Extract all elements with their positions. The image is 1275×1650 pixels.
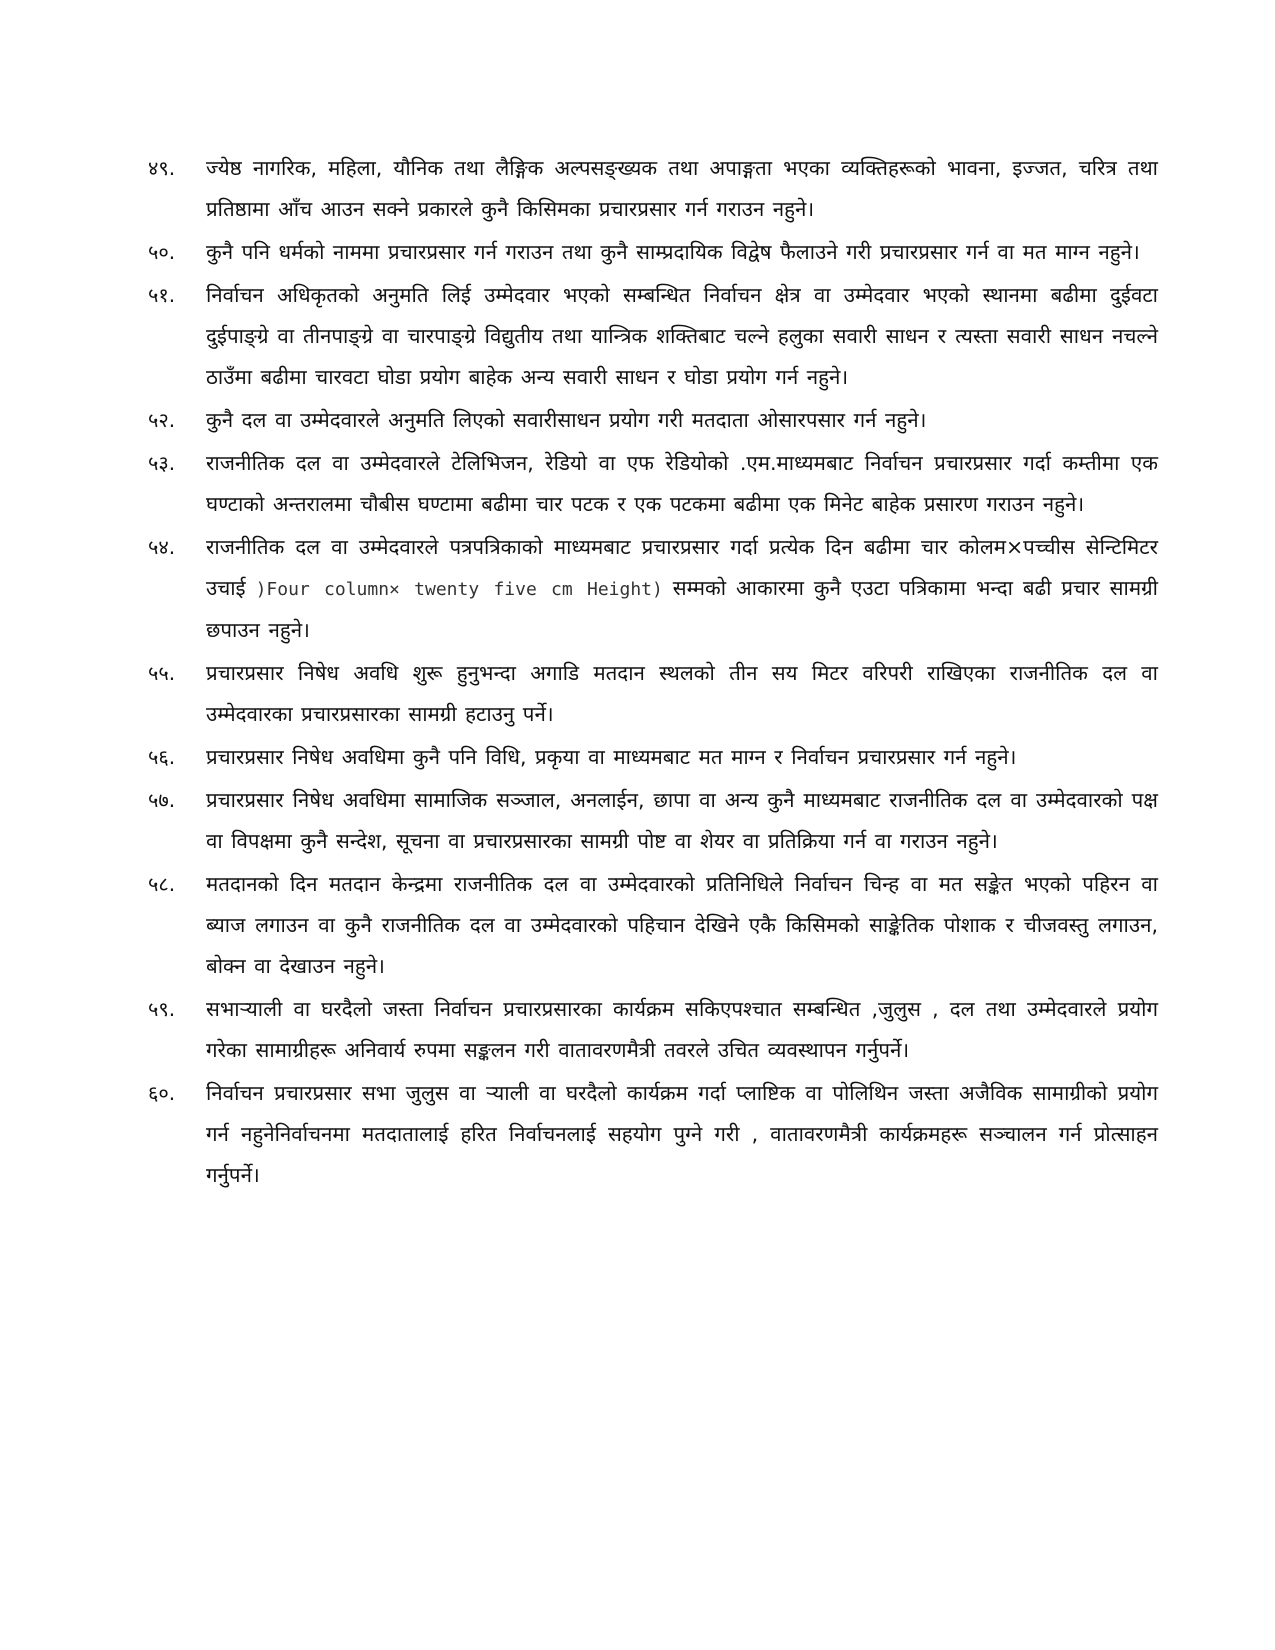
- item-number: ५५.: [148, 661, 176, 685]
- item-text: ज्येष्ठ नागरिक, महिला, यौनिक तथा लैङ्गिक अल्पसङ्ख्यक तथा अपाङ्गता भएका व्यक्तिहरूको भावना, इज्जत, चरित्र तथा प्रतिष्ठामा आँच आउन सक्ने प्रकारले कुनै किसिमका प्रचारप्रसार गर्न गराउन नहुने।: [206, 156, 1158, 221]
- item-text: निर्वाचन अधिकृतको अनुमति लिई उम्मेदवार भएको सम्बन्धित निर्वाचन क्षेत्र वा उम्मेदवार भएको स्थानमा बढीमा दुईवटा दुईपाङ्ग्रे वा तीनपाङ्ग्रे वा चारपाङ्ग्रे विद्युतीय तथा यान्त्रिक शक्तिबाट चल्ने हलुका सवारी साधन र त्यस्ता सवारी साधन नचल्ने ठाउँमा बढीमा चारवटा घोडा प्रयोग बाहेक अन्य सवारी साधन र घोडा प्रयोग गर्न नहुने।: [206, 283, 1158, 389]
- list-item: [148, 443, 1158, 525]
- list-item: [148, 400, 1158, 441]
- list-item: [148, 780, 1158, 862]
- list-item: [148, 232, 1158, 273]
- list-item: [148, 653, 1158, 735]
- item-number: ५९.: [148, 997, 176, 1021]
- item-text: राजनीतिक दल वा उम्मेदवारले टेलिभिजन, रेडियो वा एफ रेडियोको .एम.माध्यमबाट निर्वाचन प्रचारप्रसार गर्दा कम्तीमा एक घण्टाको अन्तरालमा चौबीस घण्टामा बढीमा चार पटक र एक पटकमा बढीमा एक मिनेट बाहेक प्रसारण गराउन नहुने।: [206, 451, 1158, 516]
- item-number: ५०.: [148, 240, 176, 264]
- item-text: कुनै दल वा उम्मेदवारले अनुमति लिएको सवारीसाधन प्रयोग गरी मतदाता ओसारपसार गर्न नहुने।: [206, 408, 927, 432]
- item-number: ५१.: [148, 283, 176, 307]
- item-text: निर्वाचन प्रचारप्रसार सभा जुलुस वा र्‍याली वा घरदैलो कार्यक्रम गर्दा प्लाष्टिक वा पोलिथिन जस्ता अजैविक सामाग्रीको प्रयोग गर्न नहुनेनिर्वाचनमा मतदातालाई हरित निर्वाचनलाई सहयोग पुग्ने गरी , वातावरणमैत्री कार्यक्रमहरू सञ्चालन गर्न प्रोत्साहन गर्नुपर्ने।: [206, 1081, 1158, 1187]
- item-number: ५२.: [148, 408, 176, 432]
- item-number: ५७.: [148, 788, 176, 812]
- item-number: ४९.: [148, 156, 176, 180]
- item-text: प्रचारप्रसार निषेध अवधि शुरू हुनुभन्दा अगाडि मतदान स्थलको तीन सय मिटर वरिपरी राखिएका राजनीतिक दल वा उम्मेदवारका प्रचारप्रसारका सामग्री हटाउनु पर्ने।: [206, 661, 1158, 726]
- item-text: सभार्‍याली वा घरदैलो जस्ता निर्वाचन प्रचारप्रसारका कार्यक्रम सकिएपश्चात सम्बन्धित ,जुलुस , दल तथा उम्मेदवारले प्रयोग गरेका सामाग्रीहरू अनिवार्य रुपमा सङ्कलन गरी वातावरणमैत्री तवरले उचित व्यवस्थापन गर्नुपर्ने।: [206, 997, 1158, 1062]
- list-item: [148, 148, 1158, 230]
- item-number: ६०.: [148, 1081, 176, 1105]
- item-number: ५३.: [148, 451, 176, 475]
- list-item: [148, 527, 1158, 651]
- item-number: ५६.: [148, 745, 176, 769]
- english-annotation: )Four column× twenty five cm Height): [255, 579, 663, 600]
- item-number: ५४.: [148, 535, 176, 559]
- item-text: प्रचारप्रसार निषेध अवधिमा कुनै पनि विधि, प्रकृया वा माध्यमबाट मत माग्न र निर्वाचन प्रचारप्रसार गर्न नहुने।: [206, 745, 1017, 769]
- list-item: [148, 864, 1158, 987]
- item-number: ५८.: [148, 872, 176, 896]
- list-item: [148, 989, 1158, 1071]
- item-text: मतदानको दिन मतदान केन्द्रमा राजनीतिक दल वा उम्मेदवारको प्रतिनिधिले निर्वाचन चिन्ह वा मत सङ्केत भएको पहिरन वा ब्याज लगाउन वा कुनै राजनीतिक दल वा उम्मेदवारको पहिचान देखिने एकै किसिमको साङ्केतिक पोशाक र चीजवस्तु लगाउन, बोक्न वा देखाउन नहुने।: [206, 872, 1158, 978]
- item-text: [206, 527, 1158, 651]
- item-text-after: सम्मको आकारमा कुनै एउटा पत्रिकामा भन्दा बढी प्रचार सामग्री छपाउन नहुने।: [206, 576, 1158, 642]
- item-text: प्रचारप्रसार निषेध अवधिमा सामाजिक सञ्जाल, अनलाईन, छापा वा अन्य कुनै माध्यमबाट राजनीतिक दल वा उम्मेदवारको पक्ष वा विपक्षमा कुनै सन्देश, सूचना वा प्रचारप्रसारका सामग्री पोष्ट वा शेयर वा प्रतिक्रिया गर्न वा गराउन नहुने।: [206, 788, 1158, 853]
- item-text: कुनै पनि धर्मको नाममा प्रचारप्रसार गर्न गराउन तथा कुनै साम्प्रदायिक विद्वेष फैलाउने गरी प्रचारप्रसार गर्न वा मत माग्न नहुने।: [206, 240, 1140, 264]
- list-item: [148, 737, 1158, 778]
- item-text-before: राजनीतिक दल वा उम्मेदवारले पत्रपत्रिकाको माध्यमबाट प्रचारप्रसार गर्दा प्रत्येक दिन बढीमा चार कोलम×पच्चीस सेन्टिमिटर उचाई: [206, 535, 1158, 600]
- list-item: [148, 1073, 1158, 1196]
- rules-list: [148, 148, 1158, 1198]
- list-item: [148, 275, 1158, 398]
